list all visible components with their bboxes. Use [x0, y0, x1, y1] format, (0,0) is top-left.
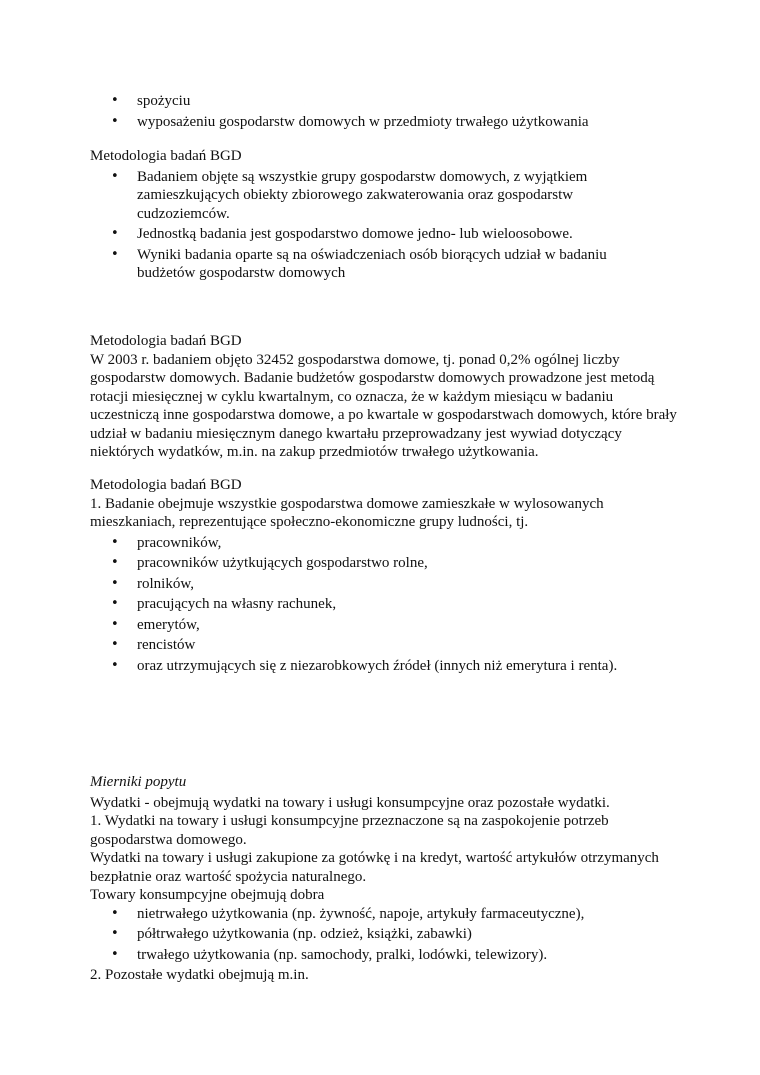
- section-heading: Metodologia badań BGD: [90, 148, 242, 164]
- paragraph: W 2003 r. badaniem objęto 32452 gospodarstwa domowe, tj. ponad 0,2% ogólnej liczby gospodarstw domowych. Badanie budżetów gospodarstw domowych prowadzone jest metodą rotacji miesięcznej w cyklu kwartalnym, co oznacza, że w każdym miesiącu w badaniu uczestniczą inne gospodarstwa domowe, a po kwartale w gospodarstwach domowych, które brały udział w badaniu miesięcznym danego kwartału przeprowadzany jest wywiad dotyczący niektórych wydatków, m.in. na zakup przedmiotów trwałego użytkowania.: [90, 351, 677, 460]
- section-heading: Metodologia badań BGD: [90, 333, 242, 349]
- section-3: [90, 476, 680, 677]
- list-item: • Wyniki badania oparte są na oświadczeniach osób biorących udział w badaniu budżetów gospodarstw domowych: [90, 246, 680, 283]
- list-item: • rencistów: [90, 636, 680, 655]
- paragraph: Towary konsumpcyjne obejmują dobra: [90, 887, 325, 903]
- list-item: • spożyciu: [90, 92, 680, 111]
- list-item: • półtrwałego użytkowania (np. odzież, książki, zabawki): [90, 925, 680, 944]
- section-4: [90, 773, 680, 985]
- list-item: • pracowników,: [90, 534, 680, 553]
- list-item: • trwałego użytkowania (np. samochody, pralki, lodówki, telewizory).: [90, 946, 680, 965]
- paragraph: 2. Pozostałe wydatki obejmują m.in.: [90, 967, 309, 983]
- list-item: • rolników,: [90, 575, 680, 594]
- section-heading: Metodologia badań BGD: [90, 477, 242, 493]
- list-item: • emerytów,: [90, 616, 680, 635]
- paragraph: Wydatki na towary i usługi zakupione za gotówkę i na kredyt, wartość artykułów otrzymanych bezpłatnie oraz wartość spożycia naturalnego.: [90, 850, 659, 885]
- paragraph: 1. Badanie obejmuje wszystkie gospodarstwa domowe zamieszkałe w wylosowanych mieszkaniach, reprezentujące społeczno-ekonomiczne grupy ludności, tj.: [90, 495, 604, 530]
- paragraph: Wydatki - obejmują wydatki na towary i usługi konsumpcyjne oraz pozostałe wydatki.: [90, 794, 610, 811]
- bullet-list: [90, 534, 680, 676]
- bullet-list: [90, 92, 680, 131]
- section-0: [90, 92, 680, 133]
- list-item: • oraz utrzymujących się z niezarobkowych źródeł (innych niż emerytura i renta).: [90, 657, 680, 676]
- list-item: • Badaniem objęte są wszystkie grupy gospodarstw domowych, z wyjątkiem zamieszkujących obiekty zbiorowego zakwaterowania oraz gospodarstw cudzoziemców.: [90, 168, 680, 224]
- bullet-list: [90, 905, 680, 965]
- list-item: • nietrwałego użytkowania (np. żywność, napoje, artykuły farmaceutyczne),: [90, 905, 680, 924]
- section-heading: Mierniki popytu: [90, 774, 187, 790]
- bullet-list: [90, 168, 680, 283]
- section-1: [90, 147, 680, 285]
- section-2: [90, 332, 680, 462]
- list-item: • Jednostką badania jest gospodarstwo domowe jedno- lub wieloosobowe.: [90, 225, 680, 244]
- paragraph: 1. Wydatki na towary i usługi konsumpcyjne przeznaczone są na zaspokojenie potrzeb gospodarstwa domowego.: [90, 813, 609, 848]
- list-item: • wyposażeniu gospodarstw domowych w przedmioty trwałego użytkowania: [90, 113, 680, 132]
- list-item: • pracujących na własny rachunek,: [90, 595, 680, 614]
- list-item: • pracowników użytkujących gospodarstwo rolne,: [90, 554, 680, 573]
